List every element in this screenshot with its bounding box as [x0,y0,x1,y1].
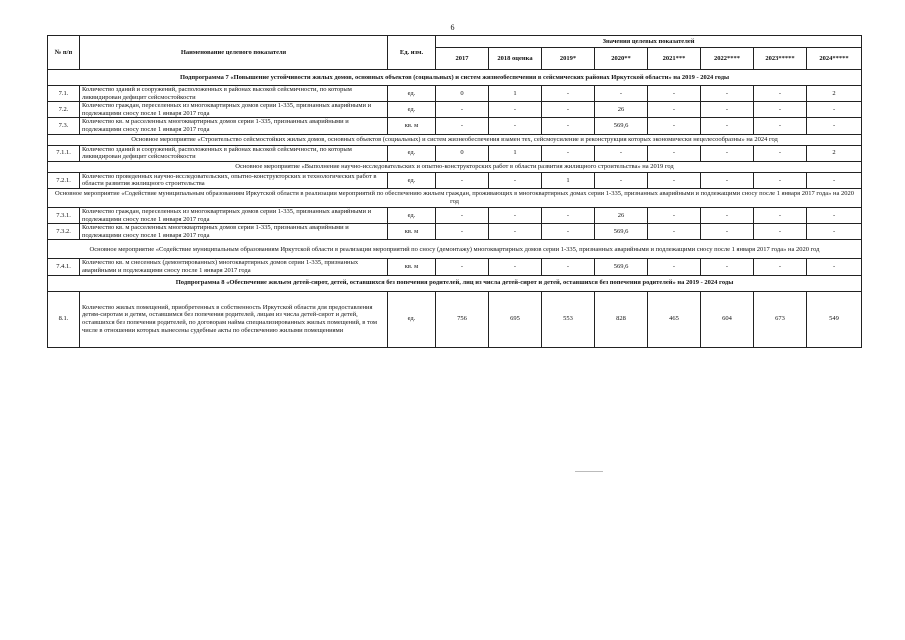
indicator-value: - [701,172,754,188]
indicator-value: - [648,86,701,102]
indicator-value: - [648,172,701,188]
indicator-value: - [701,224,754,240]
indicator-value: - [648,259,701,275]
indicator-value: - [648,207,701,223]
table-row [48,172,862,188]
indicator-value: - [489,172,542,188]
indicator-name: Количество кв. м расселенных многоквартирных домов серии 1-335, признанных аварийными и подлежащими сносу после 1 января 2017 года [80,224,388,240]
indicator-value: - [754,102,807,118]
header-num: № п/п [48,36,80,70]
indicator-value: 26 [595,207,648,223]
header-name: Наименование целевого показателя [80,36,388,70]
indicator-value: - [489,102,542,118]
indicator-value: 2 [807,145,862,161]
indicator-value: - [436,118,489,134]
indicator-value: - [807,102,862,118]
indicator-value: - [754,207,807,223]
indicator-value: - [542,207,595,223]
indicator-name: Количество кв. м снесенных (демонтированных) многоквартирных домов серии 1-335, признанных аварийными и подлежащими сносу после 1 января 2017 года [80,259,388,275]
measure-row [48,188,862,207]
indicator-value: 1 [489,145,542,161]
subprogram-title: Подпрограмма 7 «Повышение устойчивости жилых домов, основных объектов (социальных) и систем жизнеобеспечения в сейсмических районах Иркутской области» на 2019 - 2024 годы [48,70,862,86]
indicator-value: 569,6 [595,224,648,240]
indicator-value: - [489,118,542,134]
indicator-name: Количество кв. м расселенных многоквартирных домов серии 1-335, признанных аварийными и подлежащими сносу после 1 января 2017 года [80,118,388,134]
measure-title: Основное мероприятие «Выполнение научно-исследовательских и опытно-конструкторских работ в области развития жилищного строительства» на 2019 год [48,161,862,172]
indicator-name: Количество проведенных научно-исследовательских, опытно-конструкторских и технологических работ в области развития жилищного строительства [80,172,388,188]
indicator-value: - [436,259,489,275]
indicator-value: - [701,102,754,118]
indicator-value: - [701,86,754,102]
indicator-number: 8.1. [48,291,80,347]
subprogram-title: Подпрограмма 8 «Обеспечение жильем детей-сирот, детей, оставшихся без попечения родителей, лиц из числа детей-сирот и детей, оставшихся без попечения родителей» на 2019 - 2024 годы [48,275,862,291]
indicator-value: - [701,207,754,223]
indicator-name: Количество зданий и сооружений, расположенных в районах высокой сейсмичности, по которым ликвидирован дефицит сейсмостойкости [80,145,388,161]
indicator-unit: ед. [388,86,436,102]
header-values-title: Значения целевых показателей [436,36,862,48]
indicator-unit: ед. [388,207,436,223]
indicator-value: - [489,224,542,240]
table-row [48,102,862,118]
indicator-value: - [701,118,754,134]
subprogram-row [48,275,862,291]
indicator-unit: ед. [388,145,436,161]
target-indicators-table [47,35,862,348]
header-year: 2024***** [807,48,862,70]
indicator-value: - [807,118,862,134]
indicator-value: - [648,224,701,240]
header-year: 2021*** [648,48,701,70]
header-year: 2022**** [701,48,754,70]
indicator-name: Количество граждан, переселенных из многоквартирных домов серии 1-335, признанных аварийными и подлежащими сносу после 1 января 2017 года [80,207,388,223]
table-row [48,145,862,161]
indicator-unit: кв. м [388,259,436,275]
indicator-unit: ед. [388,291,436,347]
indicator-number: 7.1.1. [48,145,80,161]
indicator-value: - [701,259,754,275]
table-row [48,207,862,223]
indicator-value: 695 [489,291,542,347]
header-year: 2018 оценка [489,48,542,70]
indicator-value: - [648,145,701,161]
indicator-value: 1 [542,172,595,188]
indicator-value: - [436,102,489,118]
indicator-value: - [542,102,595,118]
table-row [48,118,862,134]
measure-row [48,161,862,172]
indicator-value: 569,6 [595,259,648,275]
indicator-number: 7.2.1. [48,172,80,188]
indicator-value: - [436,224,489,240]
header-year: 2020** [595,48,648,70]
table-row [48,259,862,275]
measure-title: Основное мероприятие «Содействие муниципальным образованиям Иркутской области в реализации мероприятий по сносу (демонтажу) многоквартирных домов серии 1-335, признанных аварийными и подлежащими сносу после 1 января 2017 года» на 2020 год [48,240,862,259]
header-year: 2017 [436,48,489,70]
indicator-value: - [542,224,595,240]
indicator-value: 604 [701,291,754,347]
indicator-value: - [595,86,648,102]
measure-title: Основное мероприятие «Строительство сейсмостойких жилых домов, основных объектов (социальных) и систем жизнеобеспечения взамен тех, сейсмоусиление и реконструкция которых экономически нецелесообразны» на 2024 год [48,134,862,145]
indicator-value: - [436,172,489,188]
indicator-value: 0 [436,86,489,102]
indicator-name: Количество зданий и сооружений, расположенных в районах высокой сейсмичности, по которым ликвидирован дефицит сейсмостойкости [80,86,388,102]
indicator-value: - [542,145,595,161]
indicator-value: 26 [595,102,648,118]
indicator-value: - [754,118,807,134]
indicator-value: - [754,259,807,275]
indicator-value: - [701,145,754,161]
indicator-value: - [754,145,807,161]
table-row [48,86,862,102]
indicator-value: - [648,102,701,118]
indicator-value: - [436,207,489,223]
indicator-unit: ед. [388,102,436,118]
indicator-name: Количество жилых помещений, приобретенных в собственность Иркутской области для предоставления детям-сиротам и детям, оставшимся без попечения родителей, лицам из числа детей-сирот и детей, оставшихся без попечения родителей, по договорам найма специализированных жилых помещений, в том числе в отношении которых вынесены судебные акты по обеспечению жилыми помещениями [80,291,388,347]
indicator-number: 7.3. [48,118,80,134]
indicator-value: 673 [754,291,807,347]
indicator-value: - [542,86,595,102]
indicator-value: - [754,86,807,102]
scan-artifact [575,471,603,472]
indicator-value: 465 [648,291,701,347]
indicator-number: 7.3.1. [48,207,80,223]
indicator-value: 828 [595,291,648,347]
indicator-value: - [807,224,862,240]
indicator-value: - [489,207,542,223]
page-number: 6 [450,23,455,32]
indicator-value: 0 [436,145,489,161]
indicator-value: - [754,172,807,188]
table-row [48,291,862,347]
header-unit: Ед. изм. [388,36,436,70]
indicator-value: - [807,172,862,188]
indicator-number: 7.4.1. [48,259,80,275]
measure-title: Основное мероприятие «Содействие муниципальным образованиям Иркутской области в реализации мероприятий по обеспечению жильем граждан, проживающих в многоквартирных домах серии 1-335, признанных аварийными и подлежащими сносу после 1 января 2017 года» на 2020 год [48,188,862,207]
subprogram-row [48,70,862,86]
indicator-value: - [489,259,542,275]
indicator-value: - [542,118,595,134]
indicator-value: - [807,259,862,275]
indicator-value: 549 [807,291,862,347]
indicator-number: 7.3.2. [48,224,80,240]
table-body [48,70,862,348]
indicator-value: - [807,207,862,223]
measure-row [48,134,862,145]
indicator-unit: кв. м [388,224,436,240]
indicator-value: - [542,259,595,275]
indicator-value: 1 [489,86,542,102]
indicator-number: 7.2. [48,102,80,118]
indicator-value: - [595,145,648,161]
indicator-value: 553 [542,291,595,347]
indicator-value: - [595,172,648,188]
indicator-number: 7.1. [48,86,80,102]
indicator-value: - [754,224,807,240]
table-row [48,224,862,240]
indicator-value: - [648,118,701,134]
indicator-unit: ед. [388,172,436,188]
indicator-unit: кв. м [388,118,436,134]
header-year: 2019* [542,48,595,70]
measure-row [48,240,862,259]
indicator-value: 569,6 [595,118,648,134]
indicator-name: Количество граждан, переселенных из многоквартирных домов серии 1-335, признанных аварийными и подлежащими сносу после 1 января 2017 года [80,102,388,118]
indicator-value: 756 [436,291,489,347]
header-year: 2023***** [754,48,807,70]
indicator-value: 2 [807,86,862,102]
